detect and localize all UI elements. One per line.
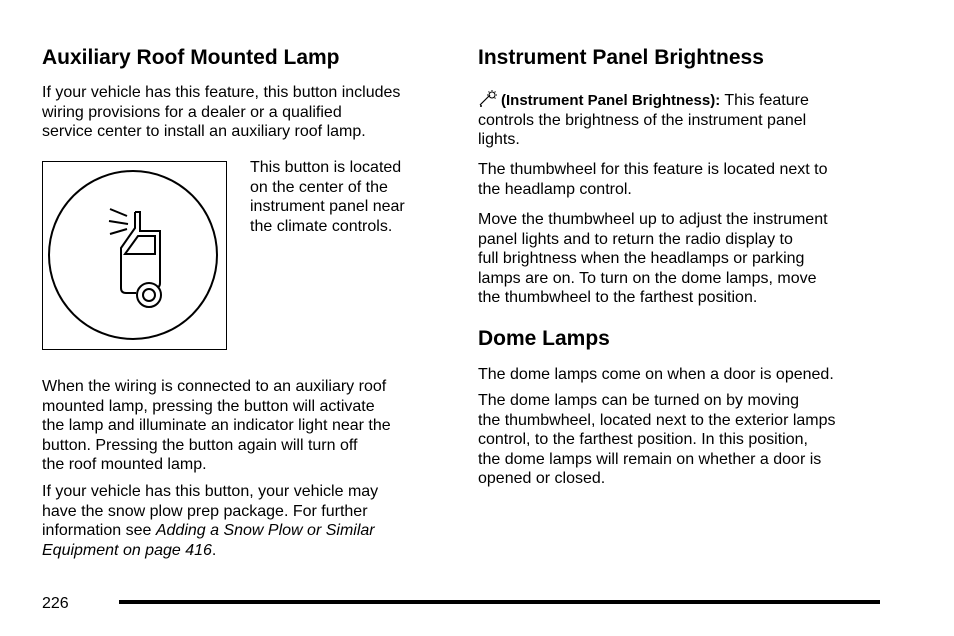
paragraph-line: If your vehicle has this button, your vehicle may (42, 483, 379, 500)
dome-lamps-door-paragraph (478, 365, 834, 385)
paragraph-line (42, 541, 378, 561)
section-title-instrument-panel-brightness: Instrument Panel Brightness (478, 46, 764, 69)
paragraph-line: opened or closed. (478, 470, 606, 487)
paragraph-text: information see (42, 522, 156, 539)
thumbwheel-location-paragraph (478, 160, 828, 199)
instrument-panel-brightness-icon (478, 90, 498, 108)
footer-divider (119, 600, 880, 604)
brightness-feature-paragraph (478, 90, 809, 150)
paragraph-line (478, 90, 809, 111)
figure-caption (250, 158, 405, 236)
paragraph-line: control, to the farthest position. In this position, (478, 431, 808, 448)
auxiliary-roof-lamp-button-figure (42, 161, 227, 350)
paragraph-line: If your vehicle has this feature, this button includes (42, 84, 401, 101)
feature-text: This feature (720, 92, 809, 109)
paragraph-line: button. Pressing the button again will turn off (42, 436, 358, 454)
wiring-paragraph (42, 377, 391, 475)
section-title-auxiliary-roof-lamp: Auxiliary Roof Mounted Lamp (42, 46, 340, 69)
paragraph-line: full brightness when the headlamps or parking (478, 250, 805, 267)
paragraph-line: wiring provisions for a dealer or a qualified (42, 103, 342, 121)
paragraph-text: . (211, 541, 217, 559)
caption-line: the climate controls. (250, 217, 393, 235)
section-title-dome-lamps: Dome Lamps (478, 327, 610, 350)
paragraph-line: mounted lamp, pressing the button will activate (42, 397, 375, 415)
snowplow-paragraph (42, 482, 378, 560)
paragraph-line: the dome lamps will remain on whether a door is (478, 450, 822, 468)
paragraph-line: the roof mounted lamp. (42, 456, 207, 473)
auxiliary-roof-lamp-button-icon (43, 162, 225, 348)
paragraph-line: When the wiring is connected to an auxiliary roof (42, 378, 387, 395)
paragraph-line: lamps are on. To turn on the dome lamps, move (478, 269, 817, 287)
paragraph-line: the headlamp control. (478, 180, 632, 198)
paragraph-line: lights. (478, 131, 520, 148)
caption-line: This button is located (250, 159, 402, 176)
dome-lamps-turn-on-paragraph (478, 391, 836, 489)
paragraph-line: the thumbwheel, located next to the exterior lamps (478, 411, 836, 429)
thumbwheel-adjust-paragraph (478, 210, 828, 308)
feature-label: (Instrument Panel Brightness): (501, 92, 721, 109)
paragraph-line (42, 521, 378, 541)
snow-plow-reference-link[interactable]: Adding a Snow Plow or Similar (155, 522, 375, 539)
paragraph-line: The thumbwheel for this feature is located next to (478, 161, 828, 178)
paragraph-line: controls the brightness of the instrument panel (478, 111, 807, 129)
caption-line: on the center of the (250, 178, 388, 196)
paragraph-line: The dome lamps come on when a door is opened. (478, 366, 834, 383)
paragraph-line: the thumbwheel to the farthest position. (478, 289, 758, 306)
page-number: 226 (42, 595, 69, 612)
paragraph-line: Move the thumbwheel up to adjust the instrument (478, 211, 828, 228)
paragraph-line: the lamp and illuminate an indicator light near the (42, 417, 391, 434)
paragraph-line: service center to install an auxiliary roof lamp. (42, 123, 366, 140)
paragraph-line: have the snow plow prep package. For further (42, 502, 368, 520)
paragraph-line: panel lights and to return the radio display to (478, 230, 793, 248)
snow-plow-reference-link-page[interactable]: Equipment on page 416 (42, 541, 212, 559)
caption-line: instrument panel near (250, 198, 405, 215)
paragraph-line: The dome lamps can be turned on by moving (478, 392, 800, 409)
intro-paragraph (42, 83, 400, 142)
